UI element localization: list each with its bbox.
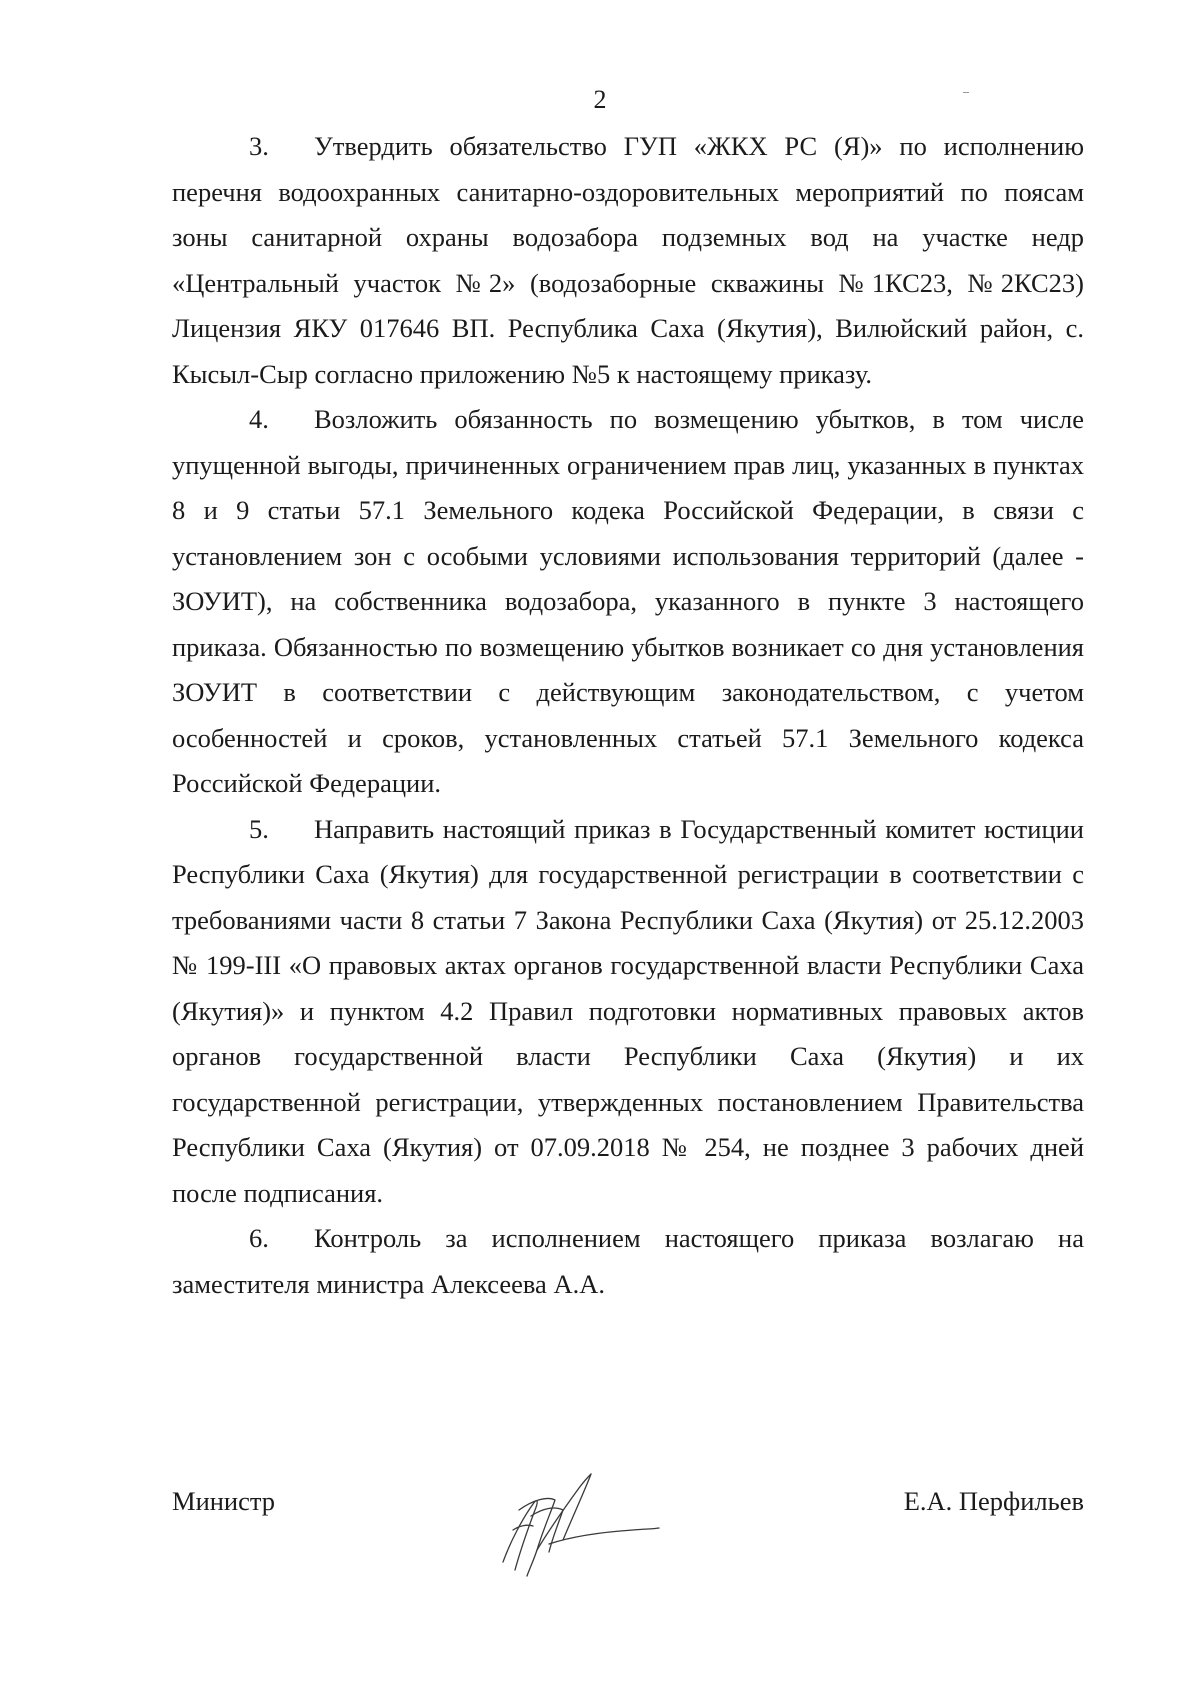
clause-number: 6. xyxy=(249,1223,269,1253)
clause-text: Утвердить обязательство ГУП «ЖКХ РС (Я)» по исполнению перечня водоохранных санитарно-оздоровительных мероприятий по поясам зоны санитарной охраны водозабора подземных вод на участке недр «Центральный участок №2» (водозаборные скважины №1КС23, №2КС23) Лицензия ЯКУ 017646 ВП. Республика Саха (Якутия), Вилюйский район, с. Кысыл-Сыр согласно приложению №5 к настоящему приказу. xyxy=(172,131,1084,389)
clause-number: 5. xyxy=(249,813,269,844)
clause-3 xyxy=(172,124,1084,397)
signer-name: Е.А. Перфильев xyxy=(903,1486,1084,1516)
clause-6 xyxy=(172,1216,1084,1307)
clause-4 xyxy=(172,397,1084,807)
signer-title: Министр xyxy=(172,1486,276,1516)
clause-number: 4. xyxy=(249,404,269,434)
clause-text: Контроль за исполнением настоящего приказа возлагаю на заместителя министра Алексеева А.А. xyxy=(172,1223,1084,1299)
clause-text: Направить настоящий приказ в Государственный комитет юстиции Республики Саха (Якутия) для государственной регистрации в соответствии с требованиями части 8 статьи 7 Закона Республики Саха (Якутия) от 25.12.2003 № 199-III «О правовых актах органов государственной власти Республики Саха (Якутия)» и пунктом 4.2 Правил подготовки нормативных правовых актов органов государственной власти Республики Саха (Якутия) и их государственной регистрации, утвержденных постановлением Правительства Республики Саха (Якутия) от 07.09.2018 № 254, не позднее 3 рабочих дней после подписания. xyxy=(172,813,1084,1208)
clause-text: Возложить обязанность по возмещению убытков, в том числе упущенной выгоды, причиненных ограничением прав лиц, указанных в пунктах 8 и 9 статьи 57.1 Земельного кодека Российской Федерации, в связи с установлением зон с особыми условиями использования территорий (далее - ЗОУИТ), на собственника водозабора, указанного в пункте 3 настоящего приказа. Обязанностью по возмещению убытков возникает со дня установления ЗОУИТ в соответствии с действующим законодательством, с учетом особенностей и сроков, установленных статьей 57.1 Земельного кодекса Российской Федерации. xyxy=(172,404,1084,798)
handwritten-signature xyxy=(493,1470,663,1580)
page-number: 2 xyxy=(593,85,607,114)
clause-number: 3. xyxy=(249,131,269,161)
document-body xyxy=(172,124,1084,1307)
clause-5 xyxy=(172,807,1084,1217)
